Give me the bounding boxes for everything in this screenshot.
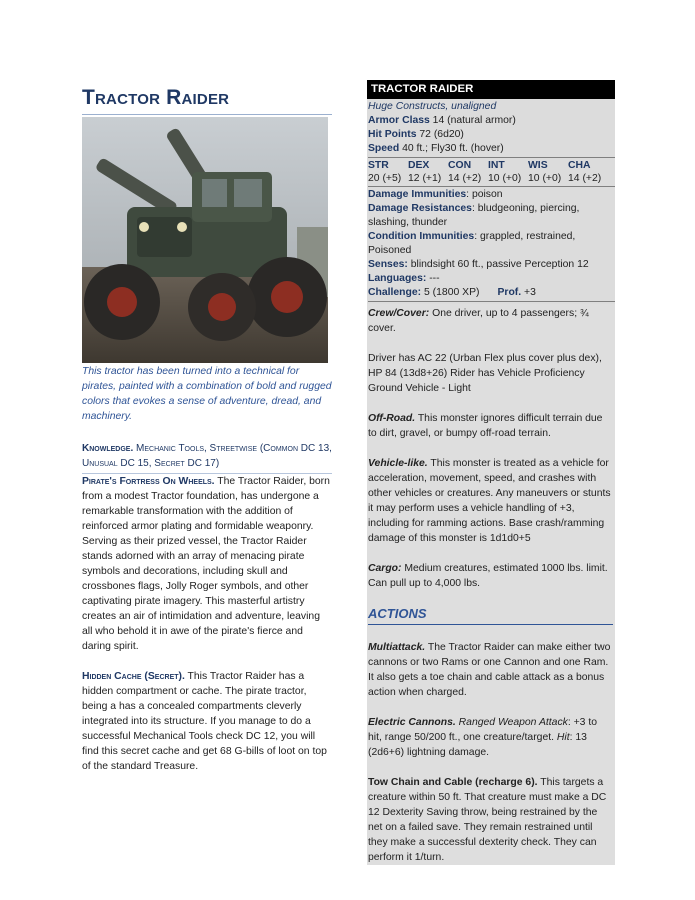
cannon-damage: : 13 (2d6+6) lightning damage. [368, 732, 587, 758]
ability-name: STR [368, 160, 389, 171]
driver-trait: Driver has AC 22 (Urban Flex plus cover plus dex), HP 84 (13d8+26) Rider has Vehicle Proficiency Ground Vehicle - Light [368, 353, 602, 394]
languages-line [368, 272, 615, 286]
crew-trait [368, 306, 613, 336]
knowledge-label: Knowledge. [82, 443, 134, 454]
damage-immunities-line [368, 188, 615, 202]
cannon-hit-label: Hit [556, 732, 570, 743]
cannon-kind: Ranged Weapon Attack [455, 717, 568, 728]
armor-class-label: Armor Class [368, 115, 430, 126]
divider [368, 186, 615, 187]
condition-immunities-label: Condition Immunities [368, 231, 475, 242]
ability-value: 10 (+0) [488, 173, 522, 184]
divider [368, 157, 615, 158]
ability-name: WIS [528, 160, 548, 171]
damage-resistances-line [368, 202, 615, 230]
hidden-cache-text: This Tractor Raider has a hidden compartment or cache. The pirate tractor, being a has a concealed compartments cleverly integrated into its structure. If you manage to do a successful Mechanical Tools check DC 12, you will find this secret cache and get 68 G-bills of loot on top of the standard Treasure. [82, 671, 327, 772]
statblock-header [367, 99, 615, 304]
tow-name: Tow Chain and Cable (recharge 6). [368, 777, 538, 788]
left-column [82, 86, 332, 774]
ability-name: CON [448, 160, 472, 171]
divider [368, 301, 615, 302]
cannon-text: : +3 to hit, range 50/200 ft., one creature/target. [368, 717, 598, 743]
actions-heading: ACTIONS [368, 606, 427, 621]
challenge-value: 5 (1800 XP) [421, 287, 480, 298]
creature-type: Huge Constructs, unaligned [368, 101, 497, 112]
tow-text: This targets a creature within 50 ft. That creature must make a DC 12 Dexterity Saving throw, being restrained by the net on a failed save. They remain restrained until they make a successful dexterity check. They can perform it 1/turn. [368, 777, 607, 863]
armor-class-value: 14 (natural armor) [429, 115, 516, 126]
multiattack-text: The Tractor Raider can make either two cannons or two Rams or one Cannon and one Ram. It also gets a toe chain and cable attack as a bonus action when charged. [368, 642, 611, 698]
damage-immunities-label: Damage Immunities [368, 189, 467, 200]
ability-value: 14 (+2) [448, 173, 482, 184]
offroad-text: This monster ignores difficult terrain due to dirt, gravel, or bumpy off-road terrain. [368, 413, 603, 439]
knowledge-line [82, 441, 332, 471]
ability-name: DEX [408, 160, 430, 171]
condition-immunities-value: : grappled, restrained, Poisoned [368, 231, 576, 256]
senses-label: Senses: [368, 259, 408, 270]
statblock-body [367, 304, 615, 865]
hit-points-value: 72 (6d20) [416, 129, 464, 140]
page-title: Tractor Raider [82, 86, 230, 109]
crew-text: One driver, up to 4 passengers; ¾ cover. [368, 308, 589, 334]
pirate-fortress-label: Pirate's Fortress On Wheels. [82, 476, 215, 487]
hit-points-label: Hit Points [368, 129, 417, 140]
senses-value: blindsight 60 ft., passive Perception 12 [407, 259, 589, 270]
damage-resistances-value: : bludgeoning, piercing, slashing, thunder [368, 203, 580, 228]
cannon-name: Electric Cannons. [368, 717, 456, 728]
ability-value: 14 (+2) [568, 173, 602, 184]
ability-value: 10 (+0) [528, 173, 562, 184]
proficiency-value: +3 [521, 287, 536, 298]
vehicle-text: This monster is treated as a vehicle for acceleration, movement, speed, and crashes with other vehicles or creatures. Any maneuvers or stunts it may perform uses a vehicle handling of +3, including for ramming actions. Base crash/ramming damage of this monster is 1d1d0+5 [368, 458, 611, 544]
offroad-name: Off-Road. [368, 413, 416, 424]
challenge-line [368, 286, 615, 300]
cargo-name: Cargo: [368, 563, 402, 574]
crew-name: Crew/Cover: [368, 308, 430, 319]
challenge-label: Challenge: [368, 287, 422, 298]
ability-values-row [368, 172, 615, 185]
ability-names-row [368, 159, 615, 172]
vehicle-trait [368, 456, 613, 546]
tractor-illustration [82, 117, 328, 363]
speed-line [368, 142, 615, 156]
speed-label: Speed [368, 143, 400, 154]
vehicle-name: Vehicle-like. [368, 458, 428, 469]
condition-immunities-line [368, 230, 615, 258]
multiattack-name: Multiattack. [368, 642, 426, 653]
hidden-cache-paragraph [82, 669, 332, 774]
cargo-trait [368, 561, 613, 591]
knowledge-text: Mechanic Tools, Streetwise (Common DC 13, Unusual DC 15, Secret DC 17) [82, 443, 332, 469]
armor-class-line [368, 114, 615, 128]
damage-immunities-value: : poison [466, 189, 503, 200]
multiattack-action [368, 640, 613, 700]
hit-points-line [368, 128, 615, 142]
languages-value: --- [426, 273, 440, 284]
electric-cannons-action [368, 715, 613, 760]
actions-divider [368, 624, 613, 625]
ability-value: 20 (+5) [368, 173, 402, 184]
ability-name: INT [488, 160, 505, 171]
ability-name: CHA [568, 160, 591, 171]
languages-label: Languages: [368, 273, 427, 284]
pirate-fortress-text: The Tractor Raider, born from a modest Tractor foundation, has undergone a remarkable transformation with the addition of reinforced armor plating and formidable weaponry. Serving as their prized vessel, the Tractor Raider stands adorned with an array of menacing pirate symbols and decorations, including skull and crossbones flags, Jolly Roger symbols, and other captivating pirate imagery. This masterful artistry creates an air of intimidation and adventure, leaving all who behold it in awe of the pirate's fierce and daring spirit. [82, 476, 330, 652]
senses-line [368, 258, 615, 272]
hidden-cache-label: Hidden Cache (Secret). [82, 671, 185, 682]
tow-chain-action [368, 775, 613, 865]
offroad-trait [368, 411, 613, 441]
title-divider [82, 114, 332, 115]
image-caption: This tractor has been turned into a technical for pirates, painted with a combination of bold and rugged colors that evokes a sense of adventure, dread, and machinery. [82, 366, 332, 422]
speed-value: 40 ft.; Fly30 ft. (hover) [399, 143, 504, 154]
proficiency-label: Prof. [497, 287, 522, 298]
stat-block [367, 80, 615, 865]
pirate-fortress-paragraph [82, 474, 332, 654]
statblock-title: TRACTOR RAIDER [367, 80, 615, 99]
ability-value: 12 (+1) [408, 173, 442, 184]
damage-resistances-label: Damage Resistances [368, 203, 472, 214]
cargo-text: Medium creatures, estimated 1000 lbs. limit. Can pull up to 4,000 lbs. [368, 563, 608, 589]
